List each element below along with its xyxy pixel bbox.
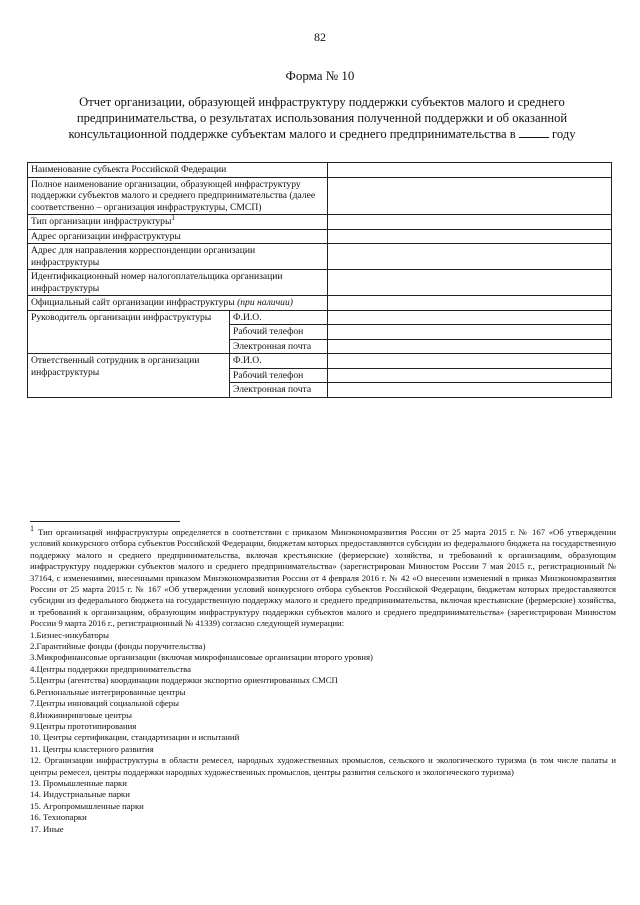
- list-item: 8.Инжиниринговые центры: [30, 709, 132, 720]
- list-item: 5.Центры (агентства) координации поддержки экспортно ориентированных СМСП: [30, 675, 338, 686]
- list-item: 7.Центры инноваций социальной сферы: [30, 698, 179, 709]
- list-item: 3.Микрофинансовые организации (включая микрофинансовые организации второго уровня): [30, 652, 373, 663]
- field-label: Электронная почта: [230, 339, 328, 354]
- row-label-text: Тип организации инфраструктуры: [31, 216, 172, 227]
- field-label: Рабочий телефон: [230, 368, 328, 383]
- footnote-text: Тип организаций инфраструктуры определяется в соответствии с приказом Минэкономразвития России от 25 марта 2015 г. № 167 «Об утверждении условий конкурсного отбора субъектов Российской Федерации, бюджетам которых предоставляются субсидии из федерального бюджета на государственную поддержку малого и среднего предпринимательства, включая крестьянские (фермерские) хозяйства, и требований к организациям, образующим инфраструктуру поддержки субъектов малого и среднего предпринимательства» (зарегистрирован Минюстом России 7 мая 2015 г., регистрационный № 37164, с изменениями, внесенными приказом Минэкономразвития России от 4 февраля 2016 г. № 42 «О внесении изменений в приказ Минэкономразвития России от 25 марта 2015 г. № 167 «Об утверждении условий конкурсного отбора субъектов Российской Федерации, бюджетам которых предоставляются субсидии из федерального бюджета на государственную поддержку малого и среднего предпринимательства, включая крестьянские (фермерские) хозяйства, и требований к организациям, образующим инфраструктуру поддержки субъектов малого и среднего предпринимательства» (зарегистрирован Минюстом России 9 марта 2016 г., регистрационный № 41339) согласно следующей нумерации:: [30, 527, 616, 629]
- value-cell[interactable]: [328, 270, 612, 296]
- page-number: 82: [314, 30, 326, 44]
- website-label: Официальный сайт организации инфраструктуры: [31, 297, 235, 308]
- list-item: 1.Бизнес-инкубаторы: [30, 629, 109, 640]
- field-label: Ф.И.О.: [230, 310, 328, 325]
- footnote: [30, 524, 616, 835]
- form-title: Форма № 10: [285, 68, 355, 83]
- table-row: [28, 244, 612, 270]
- table-row: [28, 215, 612, 230]
- infrastructure-form-table: [27, 162, 612, 398]
- head-label: Руководитель организации инфраструктуры: [28, 310, 230, 354]
- list-item: 9.Центры прототипирования: [30, 720, 137, 731]
- infrastructure-type-list: [30, 630, 616, 835]
- list-item: 10. Центры сертификации, стандартизации и испытаний: [30, 732, 240, 743]
- footnote-paragraph: [30, 524, 616, 630]
- row-label: Адрес для направления корреспонденции организации инфраструктуры: [28, 244, 328, 270]
- list-item: 16. Технопарки: [30, 812, 87, 823]
- website-note: (при наличии): [237, 297, 293, 308]
- list-item: 17. Иные: [30, 823, 64, 834]
- list-item: 4.Центры поддержки предпринимательства: [30, 663, 191, 674]
- table-row: [28, 163, 612, 178]
- list-item: 15. Агропромышленные парки: [30, 800, 144, 811]
- value-cell[interactable]: [328, 177, 612, 215]
- report-title-suffix: году: [552, 127, 576, 141]
- responsible-label: Ответственный сотрудник в организации инфраструктуры: [28, 354, 230, 398]
- value-cell[interactable]: [328, 229, 612, 244]
- report-title-text: Отчет организации, образующей инфраструктуру поддержки субъектов малого и среднего предпринимательства, о результатах использования полученной поддержки и об оказанной консультационной поддержке субъектам малого и среднего предпринимательства в: [68, 95, 568, 141]
- field-label: Электронная почта: [230, 383, 328, 398]
- table-row: [28, 270, 612, 296]
- row-label: Адрес организации инфраструктуры: [28, 229, 328, 244]
- row-label: [28, 215, 328, 230]
- list-item: 6.Региональные интегрированные центры: [30, 686, 186, 697]
- field-label: Ф.И.О.: [230, 354, 328, 369]
- table-row: [28, 177, 612, 215]
- list-item: 12. Организации инфраструктуры в области ремесел, народных художественных промыслов, сельского и экологического туризма (в том числе палаты и центры ремесел, центры поддержки народных художественных промыслов, центры развития сельского и экологического туризма): [30, 755, 616, 777]
- value-cell[interactable]: [328, 354, 612, 369]
- value-cell[interactable]: [328, 383, 612, 398]
- row-label: [28, 296, 328, 311]
- list-item: 13. Промышленные парки: [30, 777, 127, 788]
- value-cell[interactable]: [328, 368, 612, 383]
- table-row: [28, 229, 612, 244]
- list-item: 2.Гарантийные фонды (фонды поручительства): [30, 641, 206, 652]
- row-label: Наименование субъекта Российской Федерации: [28, 163, 328, 178]
- table-row: [28, 296, 612, 311]
- list-item: 14. Индустриальные парки: [30, 789, 130, 800]
- field-label: Рабочий телефон: [230, 325, 328, 340]
- footnote-mark: 1: [30, 524, 34, 534]
- report-title: [52, 94, 592, 142]
- value-cell[interactable]: [328, 339, 612, 354]
- value-cell[interactable]: [328, 244, 612, 270]
- footnote-reference: 1: [171, 213, 175, 222]
- value-cell[interactable]: [328, 215, 612, 230]
- value-cell[interactable]: [328, 163, 612, 178]
- row-label: Идентификационный номер налогоплательщика организации инфраструктуры: [28, 270, 328, 296]
- value-cell[interactable]: [328, 296, 612, 311]
- year-blank: [519, 126, 549, 138]
- footnote-divider: [30, 521, 180, 522]
- table-row: [28, 310, 612, 325]
- list-item: 11. Центры кластерного развития: [30, 743, 154, 754]
- row-label: Полное наименование организации, образующей инфраструктуру поддержки субъектов малого и среднего предпринимательства (далее соответственно – организация инфраструктуры, СМСП): [28, 177, 328, 215]
- table-row: [28, 354, 612, 369]
- value-cell[interactable]: [328, 310, 612, 325]
- value-cell[interactable]: [328, 325, 612, 340]
